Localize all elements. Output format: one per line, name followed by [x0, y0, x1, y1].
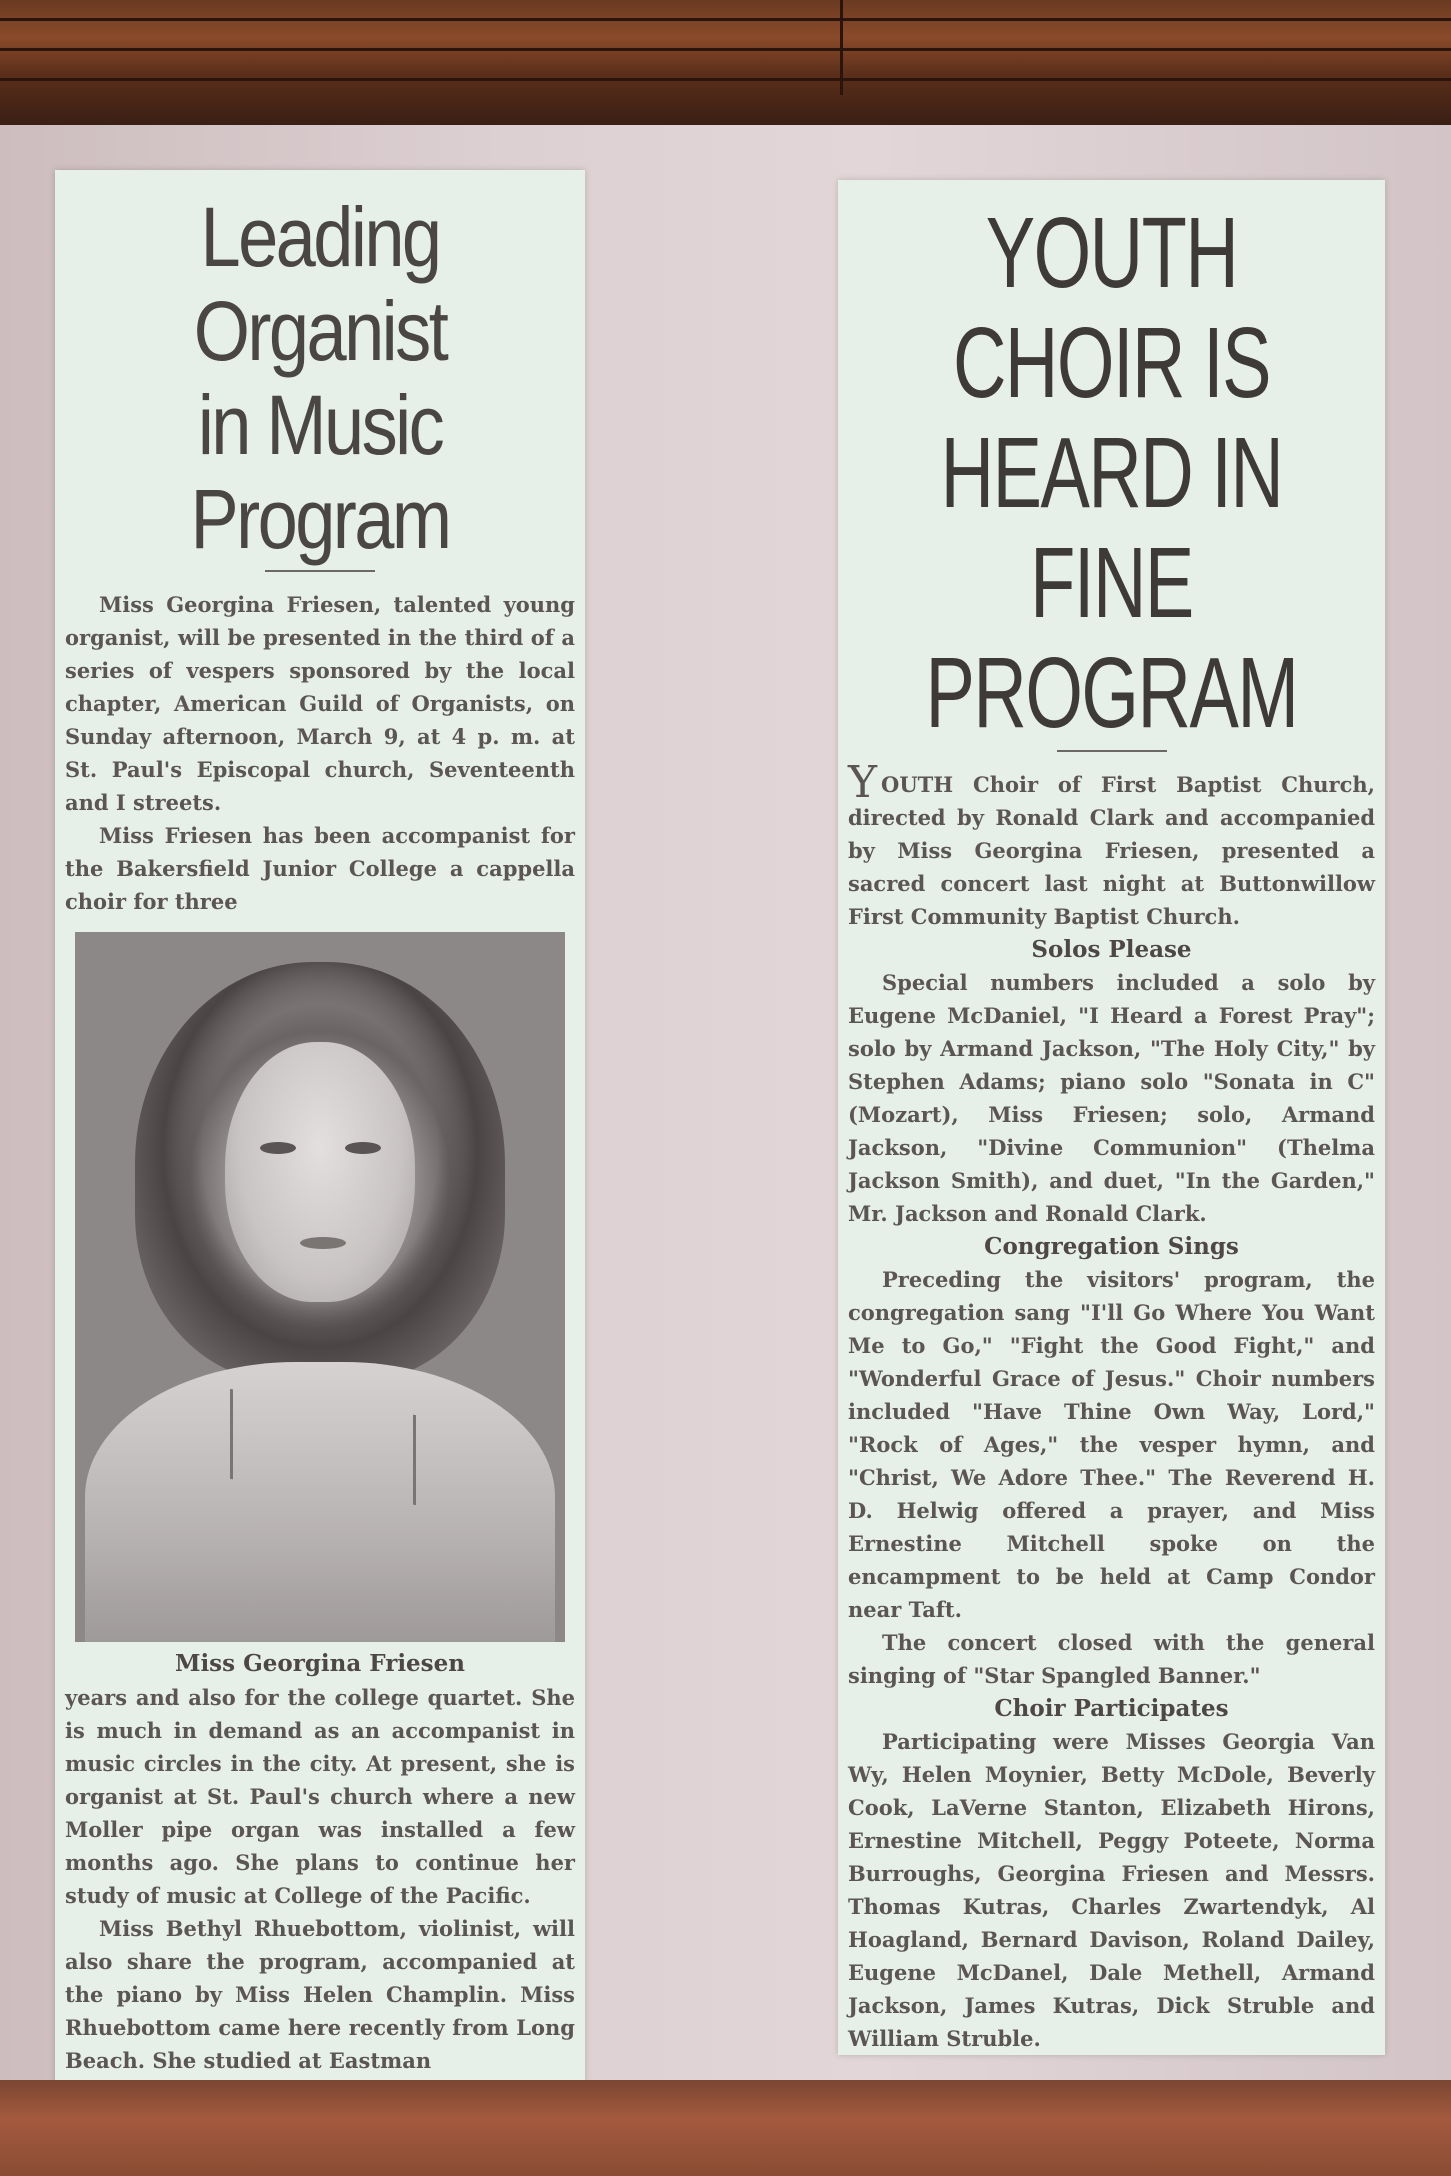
- paragraph: Miss Friesen has been accompanist for the Bakersfield Junior College a cappella choir for three: [65, 823, 575, 914]
- clipping-leading-organist: [55, 170, 585, 2085]
- headline-rule: [265, 570, 375, 572]
- headline-line-2: HEARD IN FINE: [940, 417, 1283, 639]
- paragraph: Preceding the visitors' program, the congregation sang "I'll Go Where You Want Me to Go," "Fight the Good Fight," and "Wonderful Grace of Jesus." Choir numbers included "Have Thine Own Way, Lord," "Rock of Ages," the vesper hymn, and "Christ, We Adore Thee." The Reverend H. D. Helwig offered a prayer, and Miss Ernestine Mitchell spoke on the encampment to be held at Camp Condor near Taft.: [848, 1267, 1375, 1622]
- section-participants: [848, 1725, 1375, 2055]
- article-body-top: [65, 588, 575, 918]
- drop-cap: Y: [848, 757, 878, 808]
- lead-text: OUTH Choir of First Baptist Church, directed by Ronald Clark and accompanied by Miss Georgina Friesen, presented a sacred concert last night at Buttonwillow First Community Baptist Church.: [848, 772, 1375, 929]
- headline-line-1: Leading Organist: [193, 190, 447, 378]
- article-lead: [848, 757, 1375, 933]
- article-body-bottom: [65, 1681, 575, 2077]
- paragraph: Special numbers included a solo by Eugene McDaniel, "I Heard a Forest Pray"; solo by Armand Jackson, "The Holy City," by Stephen Adams; piano solo "Sonata in C" (Mozart), Miss Friesen; solo, Armand Jackson, "Divine Communion" (Thelma Jackson Smith), and duet, "In the Garden," Mr. Jackson and Ronald Clark.: [848, 970, 1375, 1226]
- headline-rule: [1057, 750, 1167, 752]
- paragraph: Miss Georgina Friesen, talented young organist, will be presented in the third of a series of vespers sponsored by the local chapter, American Guild of Organists, on Sunday afternoon, March 9, at 4 p. m. at St. Paul's Episcopal church, Seventeenth and I streets.: [65, 592, 575, 815]
- clipping-youth-choir: [838, 180, 1385, 2055]
- wooden-frame-top: [0, 0, 1451, 125]
- section-solos: [848, 966, 1375, 1230]
- subhead-participants: Choir Participates: [994, 1695, 1229, 1722]
- headline-line-3: PROGRAM: [925, 637, 1298, 749]
- paragraph: Miss Bethyl Rhuebottom, violinist, will also share the program, accompanied at the piano by Miss Helen Champlin. Miss Rhuebottom came here recently from Long Beach. She studied at Eastman: [65, 1916, 575, 2073]
- headline-line-2: in Music Program: [190, 378, 450, 566]
- headline-line-1: YOUTH CHOIR IS: [952, 197, 1271, 419]
- portrait-photo: [75, 932, 565, 1642]
- paragraph: Participating were Misses Georgia Van Wy, Helen Moynier, Betty McDole, Beverly Cook, LaVerne Stanton, Elizabeth Hirons, Ernestine Mitchell, Peggy Poteete, Norma Burroughs, Georgina Friesen and Messrs. Thomas Kutras, Charles Zwartendyk, Al Hoagland, Bernard Davison, Roland Dailey, Eugene McDanel, Dale Methell, Armand Jackson, James Kutras, Dick Struble and William Struble.: [848, 1729, 1375, 2051]
- paragraph: The concert closed with the general singing of "Star Spangled Banner.": [848, 1630, 1375, 1688]
- paragraph: years and also for the college quartet. She is much in demand as an accompanist in music circles in the city. At present, she is organist at St. Paul's church where a new Moller pipe organ was installed a few months ago. She plans to continue her study of music at College of the Pacific.: [65, 1685, 575, 1908]
- subhead-congregation: Congregation Sings: [984, 1233, 1239, 1260]
- section-congregation: [848, 1263, 1375, 1692]
- subhead-solos: Solos Please: [1031, 936, 1192, 963]
- photo-caption: Miss Georgina Friesen: [174, 1650, 465, 1677]
- wooden-frame-bottom: [0, 2080, 1451, 2176]
